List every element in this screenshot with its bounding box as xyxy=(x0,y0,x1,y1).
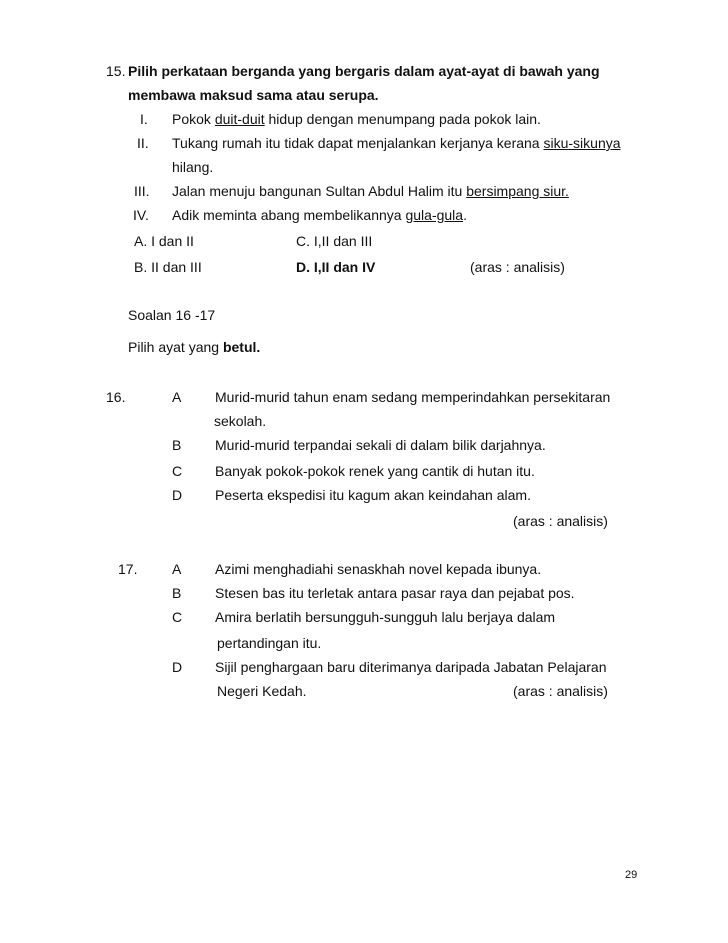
option-text-continuation: sekolah. xyxy=(214,413,267,429)
option-text: Murid-murid terpandai sekali di dalam bilik darjahnya. xyxy=(215,437,546,453)
option-letter: B xyxy=(172,585,182,601)
option-letter: B xyxy=(172,437,182,453)
option-b: B. II dan III xyxy=(134,259,202,275)
statement-4: Adik meminta abang membelikannya gula-gula. xyxy=(172,207,467,223)
option-text-continuation: Negeri Kedah. xyxy=(217,683,307,699)
option-c: C. I,II dan III xyxy=(296,233,373,249)
question-15-stem-line1: Pilih perkataan berganda yang bergaris dalam ayat-ayat di bawah yang xyxy=(128,63,600,79)
roman-numeral: IV. xyxy=(133,207,149,223)
option-letter: A xyxy=(172,561,182,577)
underlined-word: bersimpang siur. xyxy=(466,183,569,199)
level-tag: (aras : analisis) xyxy=(470,259,565,275)
underlined-word: duit-duit xyxy=(214,111,265,127)
option-letter: C xyxy=(172,609,183,625)
option-letter: D xyxy=(172,487,183,503)
question-16-number: 16. xyxy=(106,389,126,405)
option-text: Sijil penghargaan baru diterimanya daripada Jabatan Pelajaran xyxy=(215,659,607,675)
option-text: Murid-murid tahun enam sedang memperindahkan persekitaran xyxy=(215,389,611,405)
roman-numeral: II. xyxy=(137,135,149,151)
option-a: A. I dan II xyxy=(134,233,194,249)
option-text: Azimi menghadiahi senaskhah novel kepada ibunya. xyxy=(215,561,542,577)
statement-1: Pokok duit-duit hidup dengan menumpang pada pokok lain. xyxy=(172,111,541,127)
option-letter: C xyxy=(172,463,183,479)
option-text: Banyak pokok-pokok renek yang cantik di hutan itu. xyxy=(215,463,535,479)
option-letter: D xyxy=(172,659,183,675)
option-text-continuation: pertandingan itu. xyxy=(217,635,322,651)
statement-2: Tukang rumah itu tidak dapat menjalankan kerjanya kerana siku-sikunya xyxy=(172,135,621,151)
section-instruction: Pilih ayat yang betul. xyxy=(128,339,261,355)
option-letter: A xyxy=(172,389,182,405)
roman-numeral: I. xyxy=(140,111,148,127)
statement-2-continuation: hilang. xyxy=(172,159,214,175)
option-text: Peserta ekspedisi itu kagum akan keindahan alam. xyxy=(215,487,531,503)
level-tag: (aras : analisis) xyxy=(513,513,608,529)
option-text: Stesen bas itu terletak antara pasar raya dan pejabat pos. xyxy=(215,585,575,601)
question-15-stem-line2: membawa maksud sama atau serupa. xyxy=(128,87,379,103)
underlined-word: siku-sikunya xyxy=(543,135,621,151)
underlined-word: gula-gula xyxy=(405,207,464,223)
question-15-number: 15. xyxy=(106,63,126,79)
section-title: Soalan 16 -17 xyxy=(128,307,216,323)
statement-3: Jalan menuju bangunan Sultan Abdul Halim itu bersimpang siur. xyxy=(172,183,569,199)
level-tag: (aras : analisis) xyxy=(513,683,608,699)
page-number: 29 xyxy=(625,869,638,881)
question-17-number: 17. xyxy=(118,561,138,577)
option-text: Amira berlatih bersungguh-sungguh lalu berjaya dalam xyxy=(215,609,556,625)
option-d-answer: D. I,II dan IV xyxy=(296,259,376,275)
roman-numeral: III. xyxy=(134,183,150,199)
